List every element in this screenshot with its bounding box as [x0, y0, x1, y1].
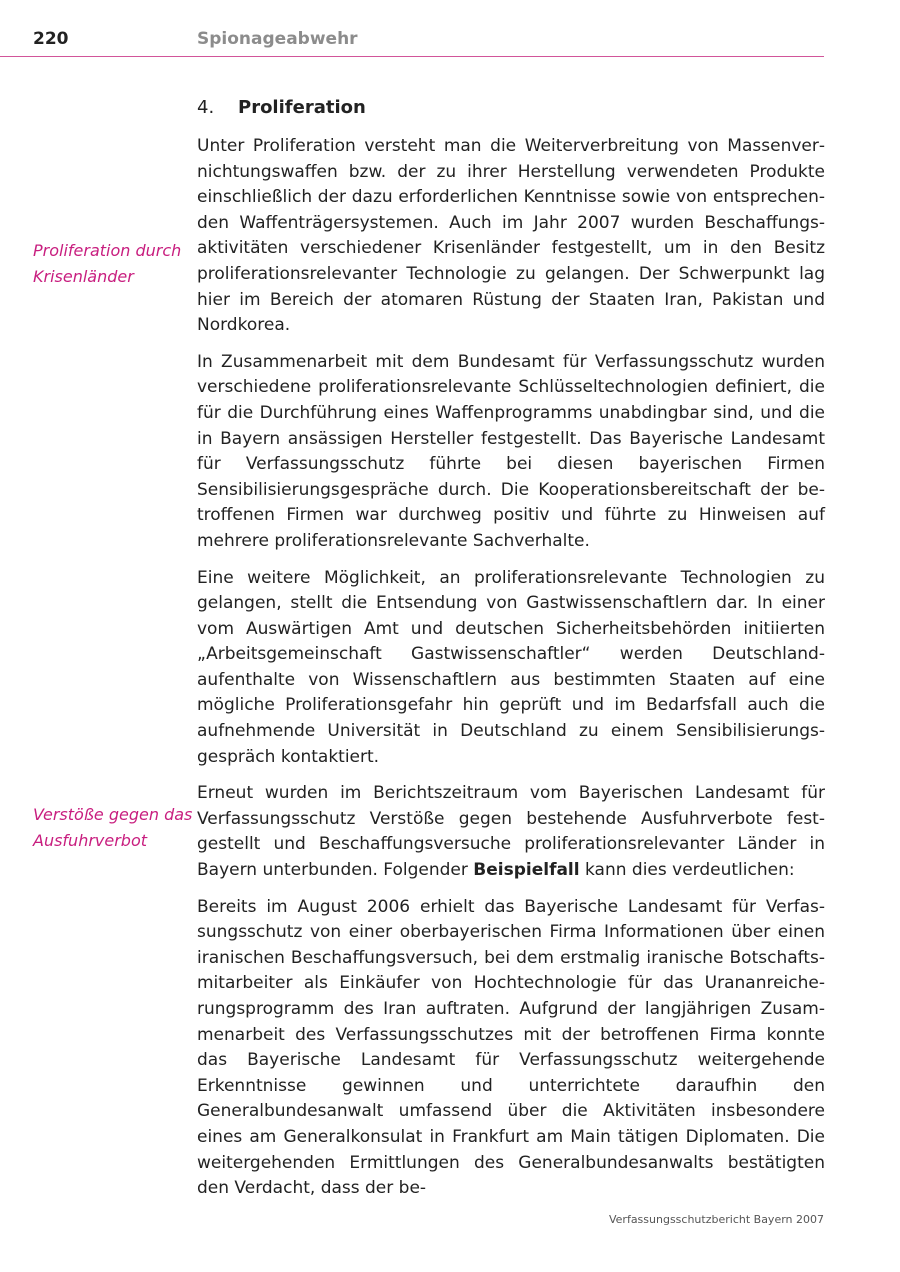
footer: Verfassungsschutzbericht Bayern 2007	[608, 1213, 824, 1226]
paragraph: Unter Proliferation versteht man die Weiterverbreitung von Massenvernichtungswaffen bzw. der zu ihrer Herstellung verwendeten Produkte einschließlich der dazu erforderlichen Kenntnisse sowie von entsprechenden Waffenträgersystemen. Auch im Jahr 2007 wurden Beschaffungsaktivitäten verschiedener Krisenländer festgestellt, um in den Besitz proliferationsrelevanter Technologie zu gelangen. Der Schwerpunkt lag hier im Bereich der atomaren Rüstung der Staaten Iran, Pakistan und Nordkorea.	[197, 136, 825, 336]
body-text	[197, 134, 825, 1213]
paragraph	[197, 781, 825, 883]
section-title: Proliferation	[238, 97, 366, 118]
paragraph: In Zusammenarbeit mit dem Bundesamt für Verfassungsschutz wurden verschiedene proliferationsrelevante Schlüsseltechnologien definiert, die für die Durchführung eines Waffenprogramms unabdingbar sind, und die in Bayern ansässigen Hersteller festgestellt. Das Bayerische Landesamt für Verfassungsschutz führte bei diesen bayerischen Firmen Sensibilisierungsgespräche durch. Die Kooperationsbereitschaft der betroffenen Firmen war durchweg positiv und führte zu Hinweisen auf mehrere proliferationsrelevante Sachverhalte.	[197, 351, 825, 551]
header-rule	[0, 56, 824, 57]
paragraph-text: Erneut wurden im Berichtszeitraum vom Bayerischen Landesamt für Verfassungsschutz Verstöße gegen bestehende Ausfuhrverbote festgestellt und Beschaffungsversuche proliferationsrelevanter Länder in Bayern unterbunden. Folgender	[197, 783, 825, 881]
running-head: Spionageabwehr	[197, 29, 358, 49]
section-number: 4.	[197, 97, 215, 118]
page-number: 220	[33, 29, 69, 49]
paragraph: Bereits im August 2006 erhielt das Bayerische Landesamt für Verfassungsschutz von einer oberbayerischen Firma Informationen über einen iranischen Beschaffungsversuch, bei dem erstmalig iranische Botschaftsmitarbeiter als Einkäufer von Hochtechnologie für das Urananreicherungsprogramm des Iran auftraten. Aufgrund der langjährigen Zusammenarbeit des Verfassungsschutzes mit der betroffenen Firma konnte das Bayerische Landesamt für Verfassungsschutz weitergehende Erkenntnisse gewinnen und unterrichtete daraufhin den Generalbundesanwalt umfassend über die Aktivitäten insbesondere eines am Generalkonsulat in Frankfurt am Main tätigen Diplomaten. Die weitergehenden Ermittlungen des Generalbundesanwalts bestätigten den Verdacht, dass der be-	[197, 896, 825, 1199]
margin-note-proliferation: Proliferation durch Krisenländer	[33, 241, 182, 286]
section-heading	[197, 97, 366, 118]
margin-note-ausfuhrverbot: Verstöße gegen das Ausfuhrverbot	[33, 805, 193, 850]
example-case-emphasis: Beispielfall	[473, 860, 580, 881]
paragraph-text: kann dies verdeutlichen:	[579, 860, 795, 881]
paragraph: Eine weitere Möglichkeit, an proliferationsrelevante Technologien zu gelangen, stellt die Entsendung von Gastwissenschaftlern dar. In einer vom Auswärtigen Amt und deutschen Sicherheitsbehörden initiierten „Arbeitsgemeinschaft Gastwissenschaftler“ werden Deutschlandaufenthalte von Wissenschaftlern aus bestimmten Staaten auf eine mögliche Proliferationsgefahr hin geprüft und im Bedarfsfall auch die aufnehmende Universität in Deutschland zu einem Sensibilisierungsgespräch kontaktiert.	[197, 567, 825, 767]
